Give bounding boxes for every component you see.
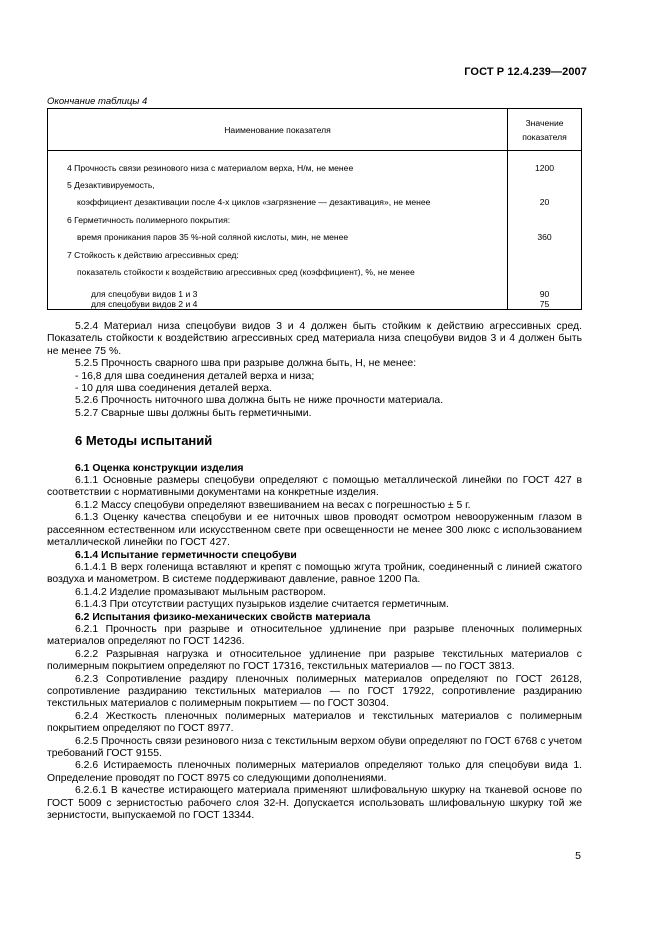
page-number: 5 — [575, 850, 581, 862]
row-name: 7 Стойкость к действию агрессивных сред: — [48, 246, 508, 263]
body-text — [47, 321, 582, 822]
subsection-heading-6-1-4: 6.1.4 Испытание герметичности спецобуви — [75, 549, 297, 561]
table-row — [48, 176, 582, 193]
row-value — [508, 246, 582, 263]
row-name: для спецобуви видов 1 и 3 — [48, 289, 508, 299]
table-4 — [47, 108, 582, 310]
row-name: коэффициент дезактивации после 4-х циклов «загрязнение — дезактивация», не менее — [48, 194, 508, 211]
row-value — [508, 263, 582, 280]
paragraph-6-2-3: 6.2.3 Сопротивление раздиру пленочных полимерных материалов определяют по ГОСТ 26128, сопротивление раздиранию текстильных материалов — по ГОСТ 17922, сопротивление раздиранию текстильных материалов с полимерным покрытием — по ГОСТ 30304. — [47, 673, 582, 710]
row-name: для спецобуви видов 2 и 4 — [48, 299, 508, 310]
column-header-value-line2: показателя — [522, 131, 567, 142]
section-heading-6: 6 Методы испытаний — [75, 433, 213, 449]
paragraph-6-1-2: 6.1.2 Массу спецобуви определяют взвешиванием на весах с погрешностью ± 5 г. — [75, 499, 471, 511]
paragraph-6-2-6: 6.2.6 Истираемость пленочных полимерных материалов определяют только для спецобуви вида 1. Определение проводят по ГОСТ 8975 со следующими дополнениями. — [47, 760, 582, 784]
paragraph-6-1-3: 6.1.3 Оценку качества спецобуви и ее ниточных швов проводят осмотром невооруженным глазом в рассеянном естественном или искусственном свете при освещенности не менее 300 люкс с использованием металлической линейки по ГОСТ 427. — [47, 512, 582, 549]
document-header-code: ГОСТ Р 12.4.239—2007 — [464, 66, 587, 78]
table-row — [48, 211, 582, 228]
column-header-value — [508, 109, 582, 151]
table-spacer-row — [48, 151, 582, 160]
paragraph-6-1-4-2: 6.1.4.2 Изделие промазывают мыльным раствором. — [75, 586, 326, 598]
table-row — [48, 194, 582, 211]
paragraph-6-1-4-1: 6.1.4.1 В верх голенища вставляют и крепят с помощью жгута тройник, соединенный с линией сжатого воздуха и манометром. В системе поддерживают давление, равное 1200 Па. — [47, 561, 582, 586]
row-value: 90 — [508, 289, 582, 299]
column-header-name: Наименование показателя — [48, 109, 508, 151]
row-name: 5 Дезактивируемость, — [48, 176, 508, 193]
row-name: время проникания паров 35 %-ной соляной кислоты, мин, не менее — [48, 229, 508, 246]
table-spacer-row — [48, 281, 582, 289]
table-row — [48, 229, 582, 246]
column-header-value-line1: Значение — [525, 117, 564, 128]
paragraph-6-2-4: 6.2.4 Жесткость пленочных полимерных материалов и текстильных материалов с полимерным покрытием определяют по ГОСТ 8977. — [47, 710, 582, 735]
row-name: 6 Герметичность полимерного покрытия: — [48, 211, 508, 228]
paragraph-6-2-2: 6.2.2 Разрывная нагрузка и относительное удлинение при разрыве текстильных материалов с полимерным покрытием определяют по ГОСТ 17316, текстильных материалов — по ГОСТ 3813. — [47, 648, 582, 673]
row-value: 75 — [508, 299, 582, 310]
table-row — [48, 289, 582, 299]
table-header-row — [48, 109, 582, 151]
paragraph-6-2-1: 6.2.1 Прочность при разрыве и относительное удлинение при разрыве пленочных полимерных материалов определяют по ГОСТ 14236. — [47, 623, 582, 648]
table-row — [48, 263, 582, 280]
row-value: 20 — [508, 194, 582, 211]
paragraph-6-2-6-1: 6.2.6.1 В качестве истирающего материала применяют шлифовальную шкурку на тканевой основе по ГОСТ 5009 с зернистостью рабочего слоя 32-Н. Допускается использовать шлифовальную шкурку той же зернистости, выпускаемой по ГОСТ 13344. — [47, 785, 582, 822]
paragraph-6-2-5: 6.2.5 Прочность связи резинового низа с текстильным верхом обуви определяют по ГОСТ 6768 с учетом требований ГОСТ 9155. — [47, 735, 582, 759]
row-value — [508, 211, 582, 228]
subsection-heading-6-1: 6.1 Оценка конструкции изделия — [75, 462, 244, 474]
paragraph-5-2-4: 5.2.4 Материал низа спецобуви видов 3 и 4 должен быть стойким к действию агрессивных сред. Показатель стойкости к воздействию агрессивных сред материала низа спецобуви видов 3 и 4 должен быть не менее 75 %. — [47, 321, 582, 357]
row-name: 4 Прочность связи резинового низа с материалом верха, Н/м, не менее — [48, 159, 508, 176]
table-caption: Окончание таблицы 4 — [47, 96, 148, 107]
list-item: - 10 для шва соединения деталей верха. — [75, 383, 272, 395]
paragraph-5-2-7: 5.2.7 Сварные швы должны быть герметичными. — [75, 407, 312, 419]
paragraph-5-2-5: 5.2.5 Прочность сварного шва при разрыве должна быть, Н, не менее: — [75, 358, 417, 370]
subsection-heading-6-2: 6.2 Испытания физико-механических свойств материала — [75, 611, 371, 623]
row-name: показатель стойкости к воздействию агрессивных сред (коэффициент), %, не менее — [48, 263, 508, 280]
row-value: 360 — [508, 229, 582, 246]
paragraph-6-1-1: 6.1.1 Основные размеры спецобуви определяют с помощью металлической линейки по ГОСТ 427 в соответствии с нормативными документами на конкретные изделия. — [47, 475, 582, 499]
table-row — [48, 159, 582, 176]
row-value: 1200 — [508, 159, 582, 176]
paragraph-6-1-4-3: 6.1.4.3 При отсутствии растущих пузырьков изделие считается герметичным. — [75, 599, 449, 611]
table-row — [48, 246, 582, 263]
list-item: - 16,8 для шва соединения деталей верха и низа; — [75, 370, 315, 382]
row-value — [508, 176, 582, 193]
table-row — [48, 299, 582, 310]
paragraph-5-2-6: 5.2.6 Прочность ниточного шва должна быть не ниже прочности материала. — [75, 395, 444, 407]
